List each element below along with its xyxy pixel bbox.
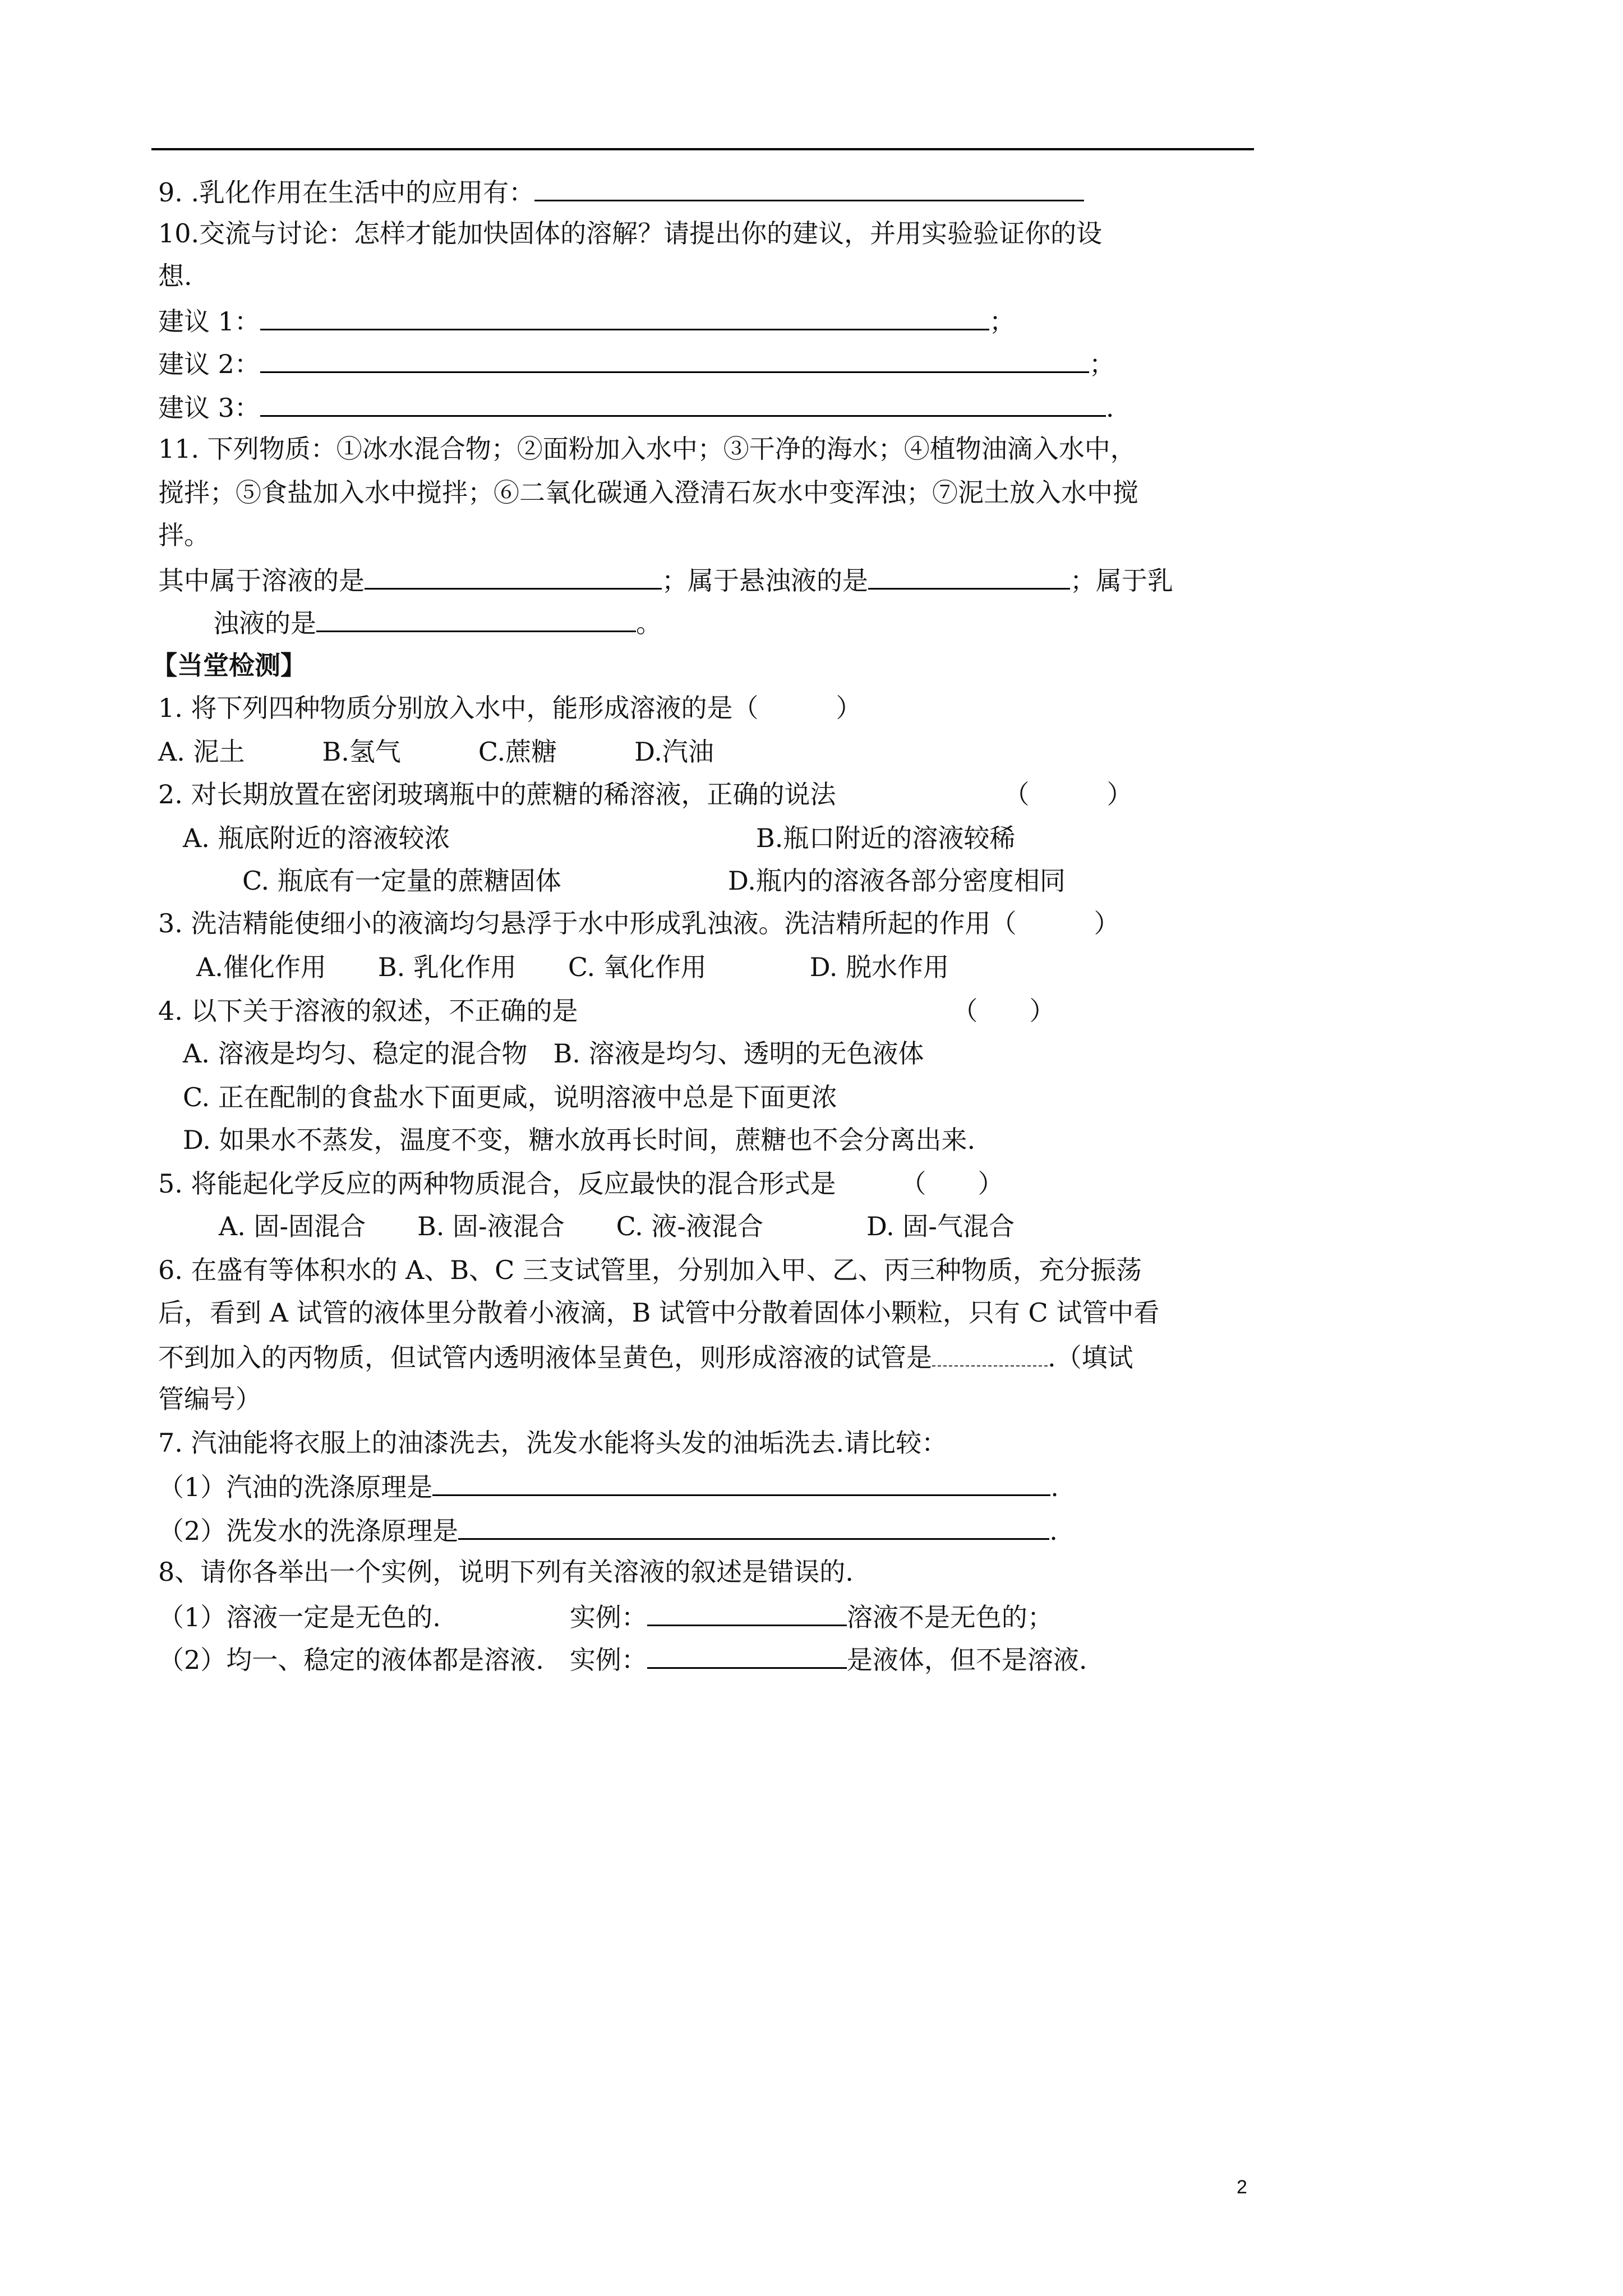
q9-line	[158, 174, 1084, 209]
example1-blank[interactable]	[647, 1599, 847, 1626]
t7-question: 7. 汽油能将衣服上的油漆洗去，洗发水能将头发的油垢洗去.请比较：	[158, 1428, 948, 1458]
t2-option-a: A. 瓶底附近的溶液较浓	[183, 823, 450, 853]
suspension-blank[interactable]	[868, 562, 1070, 590]
q11-answer-line: 其中属于溶液的是 ；属于悬浊液的是 ；属于乳	[158, 562, 1173, 597]
tube-answer-blank[interactable]	[932, 1340, 1048, 1366]
t4-option-d: D. 如果水不蒸发，温度不变，糖水放再长时间，蔗糖也不会分离出来.	[183, 1125, 976, 1155]
q10-line2: 想.	[158, 261, 192, 291]
t1-options: A. 泥土 B.氢气 C.蔗糖 D.汽油	[158, 737, 714, 767]
suggestion-1-blank[interactable]	[260, 303, 989, 330]
solution-blank[interactable]	[365, 562, 662, 590]
q11-line1: 11. 下列物质：①冰水混合物；②面粉加入水中；③干净的海水；④植物油滴入水中，	[158, 434, 1136, 464]
t6-line3: 不到加入的丙物质，但试管内透明液体呈黄色，则形成溶液的试管是 .（填试	[158, 1340, 1133, 1374]
section-title: 【当堂检测】	[151, 650, 306, 680]
t2-option-d: D.瓶内的溶液各部分密度相同	[728, 866, 1066, 896]
t1-question: 1. 将下列四种物质分别放入水中，能形成溶液的是（ ）	[158, 693, 862, 723]
header-rule	[151, 148, 1254, 150]
q10-line1: 10.交流与讨论：怎样才能加快固体的溶解？请提出你的建议，并用实验验证你的设	[158, 218, 1103, 249]
q11-line2: 搅拌；⑤食盐加入水中搅拌；⑥二氧化碳通入澄清石灰水中变浑浊；⑦泥土放入水中搅	[158, 477, 1138, 508]
page-number: 2	[1237, 2177, 1247, 2198]
t4-question: 4. 以下关于溶液的叙述，不正确的是 （ ）	[158, 996, 1055, 1026]
q9-text: 9. .乳化作用在生活中的应用有：	[158, 177, 535, 208]
t6-line1: 6. 在盛有等体积水的 A、B、C 三支试管里，分别加入甲、乙、丙三种物质，充分振荡	[158, 1255, 1142, 1285]
t6-line2: 后，看到 A 试管的液体里分散着小液滴，B 试管中分散着固体小颗粒，只有 C 试管中看	[158, 1297, 1160, 1328]
gasoline-principle-blank[interactable]	[432, 1469, 1050, 1496]
t7-part1: （1）汽油的洗涤原理是 .	[158, 1469, 1059, 1504]
t4-option-ab: A. 溶液是均匀、稳定的混合物 B. 溶液是均匀、透明的无色液体	[183, 1038, 924, 1069]
t3-question: 3. 洗洁精能使细小的液滴均匀悬浮于水中形成乳浊液。洗洁精所起的作用（ ）	[158, 908, 1120, 938]
t3-options: A.催化作用 B. 乳化作用 C. 氧化作用 D. 脱水作用	[196, 952, 949, 982]
t7-part2: （2）洗发水的洗涤原理是 .	[158, 1512, 1058, 1548]
q9-answer-blank[interactable]	[534, 174, 1084, 201]
example2-blank[interactable]	[647, 1641, 847, 1669]
emulsion-blank[interactable]	[316, 605, 636, 632]
t5-question: 5. 将能起化学反应的两种物质混合，反应最快的混合形式是 （ ）	[158, 1168, 1004, 1199]
q11-answer-line2: 浊液的是 。	[213, 605, 662, 640]
t8-part1: （1）溶液一定是无色的. 实例： 溶液不是无色的；	[158, 1599, 1053, 1634]
suggestion-1: 建议 1： ；	[158, 303, 1015, 338]
t2-question: 2. 对长期放置在密闭玻璃瓶中的蔗糖的稀溶液，正确的说法 （ ）	[158, 779, 1133, 809]
t8-part2: （2）均一、稳定的液体都是溶液. 实例： 是液体，但不是溶液.	[158, 1641, 1087, 1677]
t2-option-c: C. 瓶底有一定量的蔗糖固体	[242, 866, 561, 896]
t2-option-b: B.瓶口附近的溶液较稀	[756, 823, 1016, 853]
t6-line4: 管编号）	[158, 1384, 261, 1414]
suggestion-2: 建议 2： ；	[158, 346, 1115, 381]
suggestion-3-blank[interactable]	[260, 389, 1106, 417]
t5-options: A. 固-固混合 B. 固-液混合 C. 液-液混合 D. 固-气混合	[219, 1211, 1015, 1241]
t4-option-c: C. 正在配制的食盐水下面更咸，说明溶液中总是下面更浓	[183, 1082, 837, 1112]
suggestion-3: 建议 3： .	[158, 389, 1114, 425]
t8-question: 8、请你各举出一个实例，说明下列有关溶液的叙述是错误的.	[158, 1557, 854, 1587]
q11-line3: 拌。	[158, 520, 210, 550]
suggestion-2-blank[interactable]	[260, 346, 1089, 373]
shampoo-principle-blank[interactable]	[458, 1512, 1049, 1540]
